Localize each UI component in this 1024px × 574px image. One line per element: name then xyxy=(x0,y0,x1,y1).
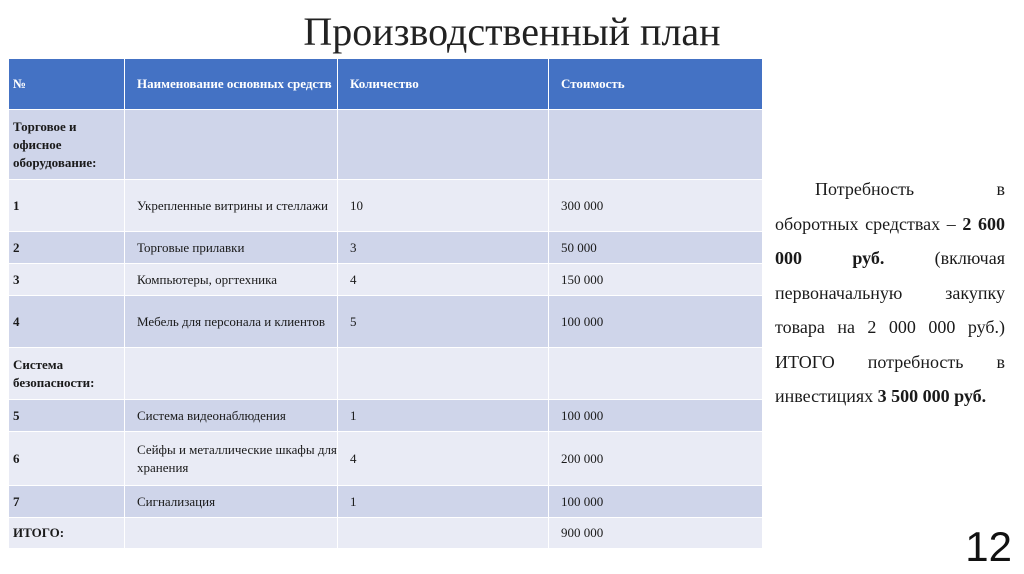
cell: 5 xyxy=(9,400,125,432)
table-row xyxy=(9,432,763,486)
note-text-2: (включая первоначальную закупку товара на 2 000 000 руб.) ИТОГО потребность в инвестициях xyxy=(775,248,1005,406)
cell xyxy=(125,110,338,180)
slide-title: Производственный план xyxy=(303,9,721,54)
cell xyxy=(549,348,763,400)
cell xyxy=(125,518,338,549)
cell: Сигнализация xyxy=(125,486,338,518)
cell: 100 000 xyxy=(549,486,763,518)
header-cost: Стоимость xyxy=(549,59,763,110)
table-row xyxy=(9,232,763,264)
table-row xyxy=(9,486,763,518)
cell: 2 xyxy=(9,232,125,264)
cell: 200 000 xyxy=(549,432,763,486)
cell: Торговое и офисное оборудование: xyxy=(9,110,125,180)
cell: 3 xyxy=(9,264,125,296)
header-number: № xyxy=(9,59,125,110)
page-number: 12 xyxy=(965,523,1012,570)
cell xyxy=(338,348,549,400)
cell: 300 000 xyxy=(549,180,763,232)
table-header-row xyxy=(9,59,763,110)
cell xyxy=(549,110,763,180)
cell: Компьютеры, оргтехника xyxy=(125,264,338,296)
cell xyxy=(338,518,549,549)
cell: ИТОГО: xyxy=(9,518,125,549)
table-row xyxy=(9,400,763,432)
cell: 100 000 xyxy=(549,400,763,432)
cell: 4 xyxy=(338,264,549,296)
table-row xyxy=(9,348,763,400)
table-row xyxy=(9,264,763,296)
table-row xyxy=(9,110,763,180)
cell: Торговые прилавки xyxy=(125,232,338,264)
cell: Система безопасности: xyxy=(9,348,125,400)
cell: Укрепленные витрины и стеллажи xyxy=(125,180,338,232)
cell: 50 000 xyxy=(549,232,763,264)
table-total-row xyxy=(9,518,763,549)
cell: 7 xyxy=(9,486,125,518)
production-plan-table xyxy=(8,58,763,549)
cell: Сейфы и металлические шкафы для хранения xyxy=(125,432,338,486)
cell: 4 xyxy=(9,296,125,348)
cell: 150 000 xyxy=(549,264,763,296)
working-capital-note xyxy=(775,172,1005,414)
note-text-1: Потребность в оборотных средствах – xyxy=(775,179,1005,234)
cell: 5 xyxy=(338,296,549,348)
cell: Система видеонаблюдения xyxy=(125,400,338,432)
cell xyxy=(338,110,549,180)
cell: 6 xyxy=(9,432,125,486)
cell: 900 000 xyxy=(549,518,763,549)
table-row xyxy=(9,296,763,348)
cell xyxy=(125,348,338,400)
cell: 1 xyxy=(9,180,125,232)
cell: 4 xyxy=(338,432,549,486)
note-bold-2: 3 500 000 руб. xyxy=(877,386,987,406)
note-paragraph xyxy=(775,172,1005,414)
note-bold-1: 2 600 000 руб. xyxy=(775,213,1005,268)
cell: Мебель для персонала и клиентов xyxy=(125,296,338,348)
header-quantity: Количество xyxy=(338,59,549,110)
header-asset-name: Наименование основных средств xyxy=(125,59,338,110)
cell: 3 xyxy=(338,232,549,264)
cell: 1 xyxy=(338,486,549,518)
cell: 100 000 xyxy=(549,296,763,348)
cell: 1 xyxy=(338,400,549,432)
table-row xyxy=(9,180,763,232)
cell: 10 xyxy=(338,180,549,232)
